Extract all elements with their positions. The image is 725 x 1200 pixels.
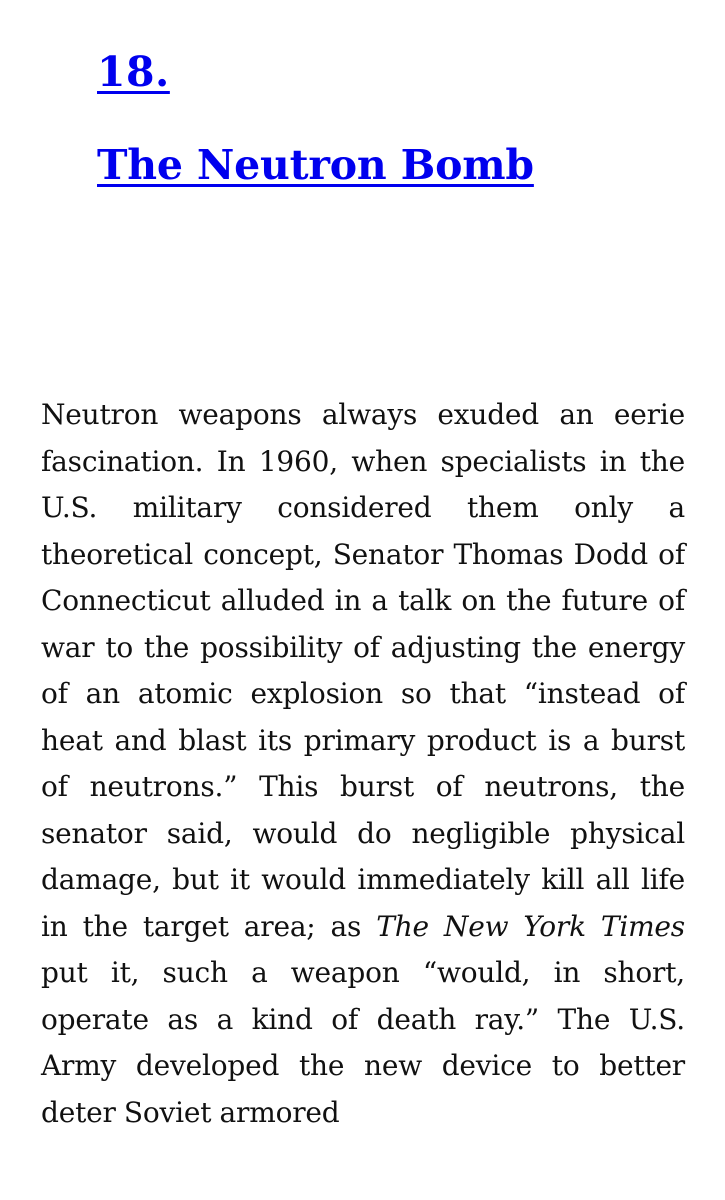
chapter-number-link[interactable]: 18.: [97, 48, 170, 96]
publication-title: The New York Times: [376, 909, 685, 943]
paragraph-text-part1: Neutron weapons always exuded an eerie fascination. In 1960, when specialists in the U.S. military considered them only a theoretical concept, Senator Thomas Dodd of Connecticut alluded in a talk on the future of war to the possibility of adjusting the energy of an atomic explosion so that “instead of heat and blast its primary product is a burst of neutrons.” This burst of neutrons, the senator said, would do negligible physical damage, but it would immediately kill all life in the target area; as: [41, 398, 685, 943]
paragraph-text-part2: put it, such a weapon “would, in short, operate as a kind of death ray.” The U.S. Army developed the new device to better deter Soviet armored: [41, 956, 685, 1129]
chapter-title-link[interactable]: The Neutron Bomb: [97, 141, 534, 190]
body-paragraph: [41, 392, 685, 1136]
chapter-header: [97, 50, 695, 188]
